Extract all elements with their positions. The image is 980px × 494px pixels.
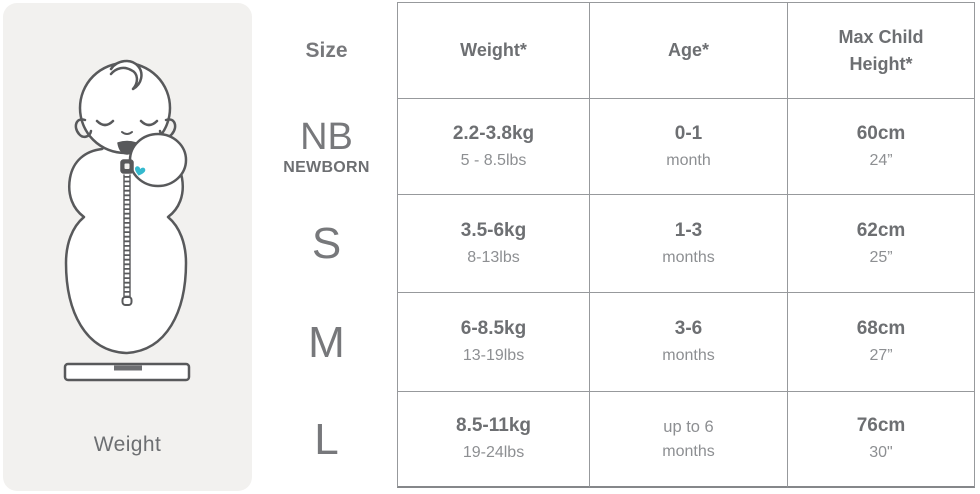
- age-cell-l: [590, 392, 788, 488]
- weight-cell-m: [397, 293, 590, 392]
- size-header-label: Size: [305, 38, 348, 62]
- max-height-column-header: [788, 2, 975, 99]
- height-in: 24”: [869, 151, 893, 169]
- max-height-header-line2: Height*: [849, 53, 913, 74]
- age-unit: month: [666, 151, 711, 169]
- size-letter: L: [314, 415, 339, 464]
- height-cell-l: [788, 392, 975, 488]
- age-range: 3-6: [674, 318, 703, 340]
- size-label-s: [256, 195, 397, 293]
- panel-label: Weight: [93, 433, 162, 456]
- age-range: 0-1: [674, 122, 703, 144]
- weight-column-header: [397, 2, 590, 99]
- age-cell-s: [590, 195, 788, 293]
- size-label-l: [256, 392, 397, 488]
- size-label-m: [256, 293, 397, 392]
- size-letter: S: [311, 219, 342, 268]
- height-cell-m: [788, 293, 975, 392]
- weight-header-label: Weight*: [460, 40, 527, 61]
- height-cm: 60cm: [856, 122, 906, 144]
- weight-illustration-panel: [3, 3, 252, 491]
- size-sublabel: NEWBORN: [283, 158, 370, 176]
- age-unit: months: [662, 248, 715, 266]
- weight-cell-s: [397, 195, 590, 293]
- height-in: 25”: [869, 248, 893, 266]
- size-chart-table: [256, 2, 975, 488]
- height-in: 27”: [869, 347, 893, 365]
- age-cell-m: [590, 293, 788, 392]
- height-in: 30": [869, 444, 893, 462]
- size-letter: NB: [300, 115, 353, 158]
- height-cell-s: [788, 195, 975, 293]
- age-cell-nb: [590, 99, 788, 195]
- weight-lbs: 8-13lbs: [467, 248, 520, 266]
- age-unit: months: [662, 347, 715, 365]
- baby-swaddle-scale-icon: [3, 13, 253, 433]
- size-label-nb: [256, 99, 397, 195]
- size-letter: M: [308, 317, 345, 367]
- weight-lbs: 19-24lbs: [462, 444, 525, 462]
- weight-cell-l: [397, 392, 590, 488]
- age-range: 1-3: [674, 219, 703, 241]
- max-height-header-line1: Max Child: [838, 27, 924, 48]
- weight-cell-nb: [397, 99, 590, 195]
- weight-kg: 3.5-6kg: [460, 219, 527, 241]
- age-header-label: Age*: [667, 40, 709, 61]
- age-column-header: [590, 2, 788, 99]
- weight-kg: 6-8.5kg: [460, 318, 527, 340]
- height-cm: 62cm: [856, 219, 906, 241]
- size-column-header: [256, 2, 397, 99]
- age-unit: months: [662, 442, 715, 460]
- weight-lbs: 13-19lbs: [462, 347, 525, 365]
- height-cm: 76cm: [856, 415, 906, 437]
- weight-kg: 8.5-11kg: [456, 415, 531, 437]
- age-range: up to 6: [663, 417, 714, 436]
- height-cell-nb: [788, 99, 975, 195]
- weight-kg: 2.2-3.8kg: [452, 122, 535, 144]
- height-cm: 68cm: [856, 318, 906, 340]
- weight-lbs: 5 - 8.5lbs: [460, 151, 527, 169]
